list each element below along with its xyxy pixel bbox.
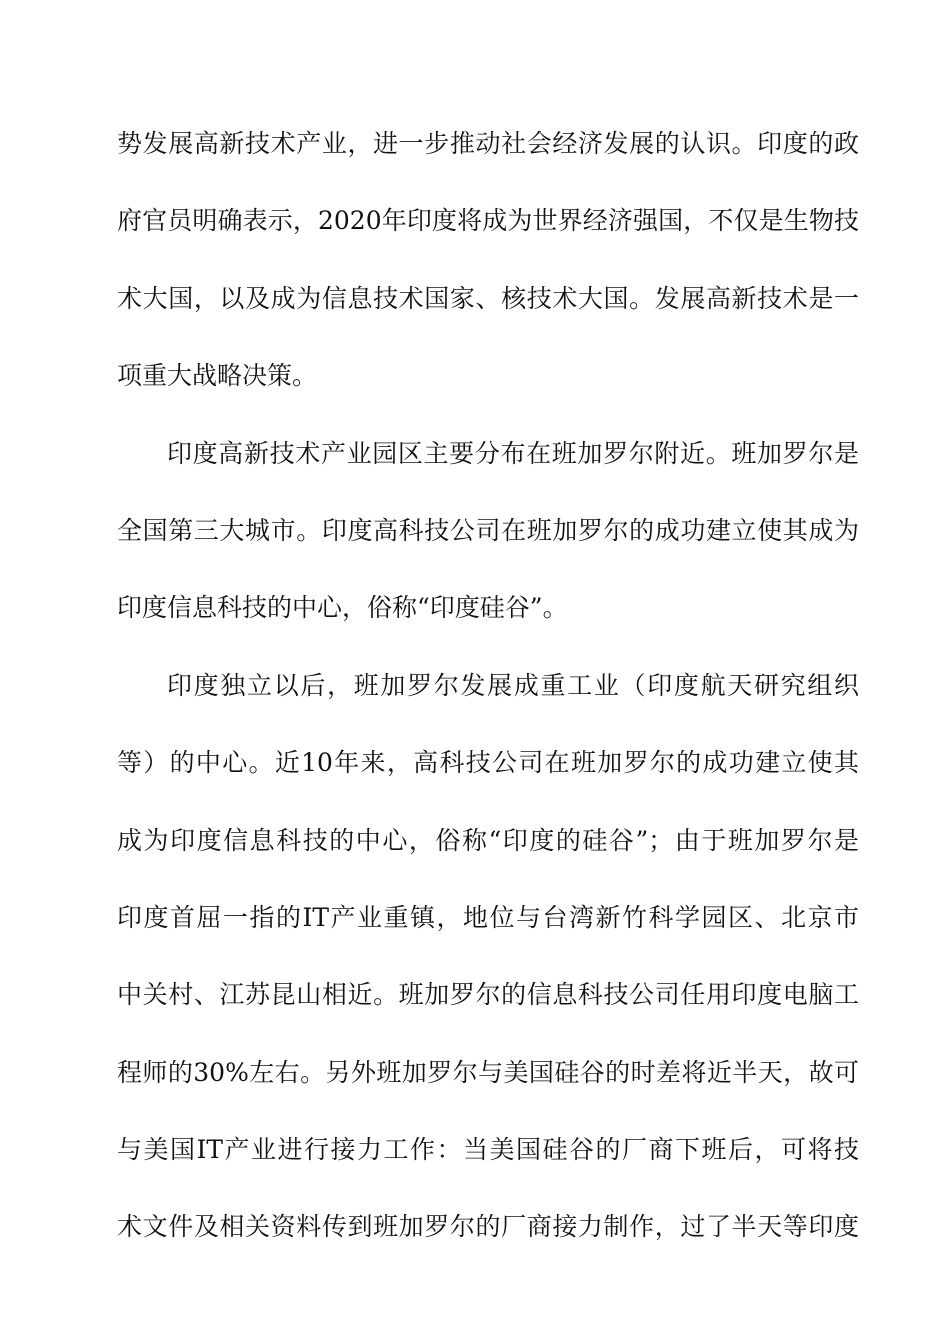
paragraph-1-line-1: 势发展高新技术产业，进一步推动社会经济发展的认识。印度的政 — [117, 129, 859, 158]
paragraph-1-line-3: 术大国，以及成为信息技术国家、核技术大国。发展高新技术是一 — [117, 283, 859, 313]
paragraph-3-line-7: 与美国IT产业进行接力工作：当美国硅谷的厂商下班后，可将技 — [117, 1135, 859, 1165]
paragraph-3-line-4: 印度首屈一指的IT产业重镇，地位与台湾新竹科学园区、北京市 — [117, 902, 859, 932]
paragraph-2-line-2: 全国第三大城市。印度高科技公司在班加罗尔的成功建立使其成为 — [117, 515, 859, 545]
paragraph-1-line-4: 项重大战略决策。 — [117, 361, 318, 391]
paragraph-3-line-8: 术文件及相关资料传到班加罗尔的厂商接力制作，过了半天等印度 — [117, 1212, 859, 1242]
paragraph-3-line-5: 中关村、江苏昆山相近。班加罗尔的信息科技公司任用印度电脑工 — [117, 980, 859, 1010]
paragraph-2-line-3: 印度信息科技的中心，俗称“印度硅谷”。 — [117, 593, 568, 623]
document-body — [117, 124, 859, 1285]
paragraph-3-line-2: 等）的中心。近10年来，高科技公司在班加罗尔的成功建立使其 — [117, 748, 859, 778]
paragraph-3-line-3: 成为印度信息科技的中心，俗称“印度的硅谷”；由于班加罗尔是 — [117, 825, 859, 855]
paragraph-3-line-6: 程师的30%左右。另外班加罗尔与美国硅谷的时差将近半天，故可 — [117, 1057, 859, 1087]
paragraph-3-line-1: 印度独立以后，班加罗尔发展成重工业（印度航天研究组织 — [167, 670, 859, 700]
paragraph-2-line-1: 印度高新技术产业园区主要分布在班加罗尔附近。班加罗尔是 — [167, 438, 859, 468]
paragraph-1-line-2: 府官员明确表示，2020年印度将成为世界经济强国，不仅是生物技 — [117, 206, 859, 236]
